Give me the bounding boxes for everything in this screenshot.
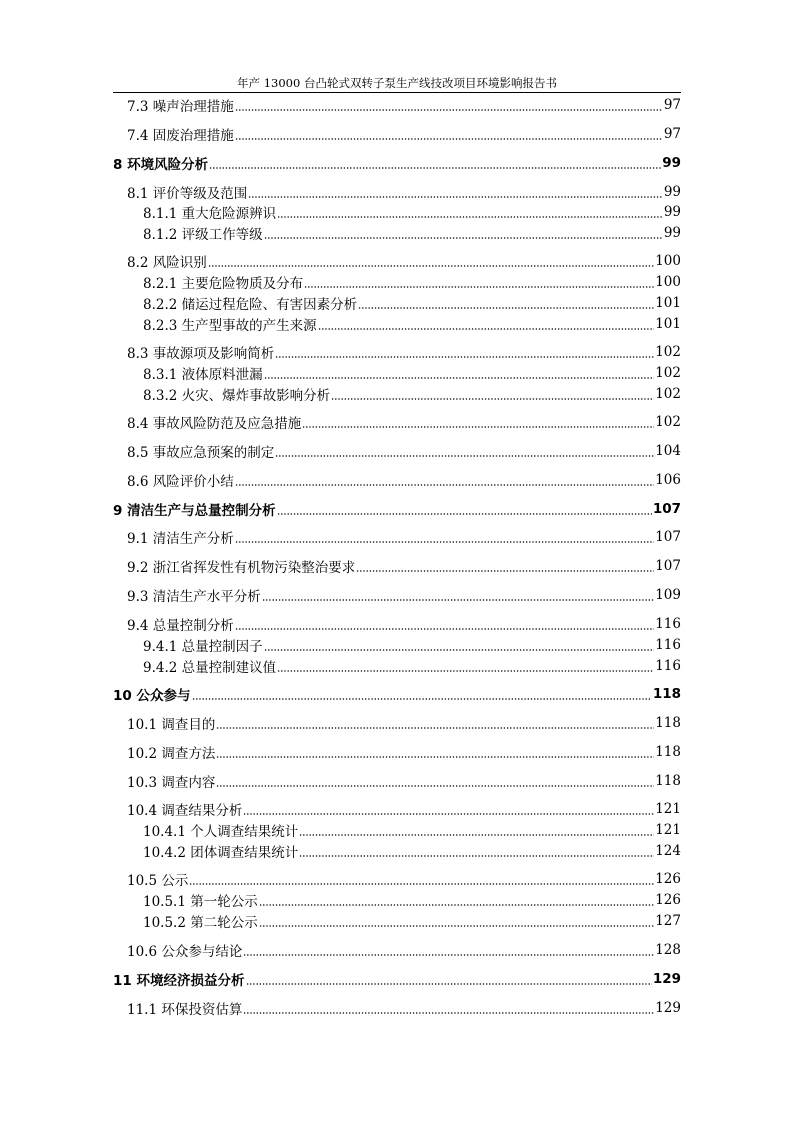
toc-entry-page: 106 bbox=[655, 472, 681, 488]
dot-leader bbox=[356, 555, 654, 577]
toc-entry-label: 8.6 风险评价小结 bbox=[127, 474, 234, 490]
toc-entry[interactable] bbox=[113, 152, 681, 174]
dot-leader bbox=[302, 411, 654, 433]
toc-entry[interactable] bbox=[113, 741, 681, 763]
toc-entry[interactable] bbox=[113, 819, 681, 841]
toc-entry-label: 9 清洁生产与总量控制分析 bbox=[113, 503, 276, 519]
toc-entry[interactable] bbox=[113, 383, 681, 405]
toc-entry-page: 127 bbox=[655, 913, 681, 929]
toc-entry[interactable] bbox=[113, 968, 681, 990]
toc-entry-page: 107 bbox=[655, 529, 681, 545]
toc-entry[interactable] bbox=[113, 910, 681, 932]
toc-entry[interactable] bbox=[113, 868, 681, 890]
toc-entry-page: 101 bbox=[655, 295, 681, 311]
toc-entry-label: 8.2 风险识别 bbox=[127, 255, 207, 271]
toc-entry-label: 9.3 清洁生产水平分析 bbox=[127, 589, 261, 605]
dot-leader bbox=[277, 655, 654, 677]
toc-entry[interactable] bbox=[113, 770, 681, 792]
toc-entry[interactable] bbox=[113, 201, 681, 223]
toc-entry-page: 97 bbox=[663, 126, 681, 142]
toc-entry[interactable] bbox=[113, 250, 681, 272]
dot-leader bbox=[235, 94, 663, 116]
toc-entry-label: 10.4.1 个人调查结果统计 bbox=[143, 824, 299, 840]
toc-entry[interactable] bbox=[113, 362, 681, 384]
dot-leader bbox=[192, 683, 652, 705]
toc-entry-page: 99 bbox=[663, 225, 681, 241]
toc-entry[interactable] bbox=[113, 313, 681, 335]
toc-entry-page: 109 bbox=[655, 587, 681, 603]
toc-entry[interactable] bbox=[113, 613, 681, 635]
toc-entry-label: 10.3 调查内容 bbox=[127, 775, 216, 791]
toc-entry[interactable] bbox=[113, 440, 681, 462]
toc-entry-page: 100 bbox=[655, 253, 681, 269]
toc-entry[interactable] bbox=[113, 939, 681, 961]
toc-entry-label: 8 环境风险分析 bbox=[113, 157, 209, 173]
toc-entry[interactable] bbox=[113, 181, 681, 203]
dot-leader bbox=[264, 362, 655, 384]
toc-entry-label: 10.5.2 第二轮公示 bbox=[143, 915, 258, 931]
dot-leader bbox=[264, 222, 663, 244]
dot-leader bbox=[275, 440, 654, 462]
dot-leader bbox=[259, 910, 654, 932]
toc-entry-label: 10 公众参与 bbox=[113, 688, 191, 704]
toc-entry-page: 99 bbox=[663, 184, 681, 200]
dot-leader bbox=[262, 584, 654, 606]
toc-entry-page: 124 bbox=[655, 843, 681, 859]
toc-entry-page: 129 bbox=[655, 1000, 681, 1016]
toc-entry-label: 8.2.2 储运过程危险、有害因素分析 bbox=[143, 297, 358, 313]
dot-leader bbox=[243, 939, 654, 961]
toc-entry[interactable] bbox=[113, 997, 681, 1019]
toc-entry[interactable] bbox=[113, 840, 681, 862]
dot-leader bbox=[235, 469, 654, 491]
dot-leader bbox=[246, 968, 652, 990]
toc-entry-label: 8.5 事故应急预案的制定 bbox=[127, 445, 275, 461]
toc-entry-label: 9.2 浙江省挥发性有机物污染整治要求 bbox=[127, 560, 356, 576]
toc-entry-page: 102 bbox=[655, 365, 681, 381]
toc-entry-label: 8.2.1 主要危险物质及分布 bbox=[143, 276, 304, 292]
dot-leader bbox=[216, 712, 654, 734]
toc-entry-label: 8.1.1 重大危险源辨识 bbox=[143, 206, 277, 222]
toc-entry-label: 7.3 噪声治理措施 bbox=[127, 99, 234, 115]
toc-entry-label: 11.1 环保投资估算 bbox=[127, 1002, 243, 1018]
toc-entry-label: 9.4.1 总量控制因子 bbox=[143, 639, 263, 655]
toc-entry-label: 8.3.1 液体原料泄漏 bbox=[143, 367, 263, 383]
dot-leader bbox=[299, 840, 654, 862]
dot-leader bbox=[331, 383, 654, 405]
toc-entry[interactable] bbox=[113, 555, 681, 577]
dot-leader bbox=[216, 770, 654, 792]
toc-entry-page: 126 bbox=[655, 892, 681, 908]
toc-entry-page: 107 bbox=[655, 558, 681, 574]
toc-entry-label: 8.3.2 火灾、爆炸事故影响分析 bbox=[143, 388, 331, 404]
toc-entry-page: 102 bbox=[655, 414, 681, 430]
toc-entry-page: 116 bbox=[655, 637, 681, 653]
toc-entry[interactable] bbox=[113, 526, 681, 548]
toc-entry[interactable] bbox=[113, 798, 681, 820]
toc-entry-page: 99 bbox=[663, 204, 681, 220]
toc-entry-page: 118 bbox=[655, 715, 681, 731]
toc-entry-label: 10.1 调查目的 bbox=[127, 717, 216, 733]
dot-leader bbox=[209, 152, 661, 174]
dot-leader bbox=[235, 123, 663, 145]
toc-entry[interactable] bbox=[113, 889, 681, 911]
dot-leader bbox=[235, 613, 654, 635]
dot-leader bbox=[299, 819, 654, 841]
toc-entry-label: 10.5 公示 bbox=[127, 873, 189, 889]
toc-entry-label: 10.4 调查结果分析 bbox=[127, 803, 243, 819]
toc-entry-label: 8.3 事故源项及影响简析 bbox=[127, 346, 275, 362]
dot-leader bbox=[243, 997, 654, 1019]
toc-entry[interactable] bbox=[113, 292, 681, 314]
toc-entry[interactable] bbox=[113, 712, 681, 734]
toc-entry-page: 102 bbox=[655, 344, 681, 360]
dot-leader bbox=[189, 868, 654, 890]
toc-entry[interactable] bbox=[113, 411, 681, 433]
toc-entry-page: 121 bbox=[655, 822, 681, 838]
toc-entry-page: 99 bbox=[662, 155, 681, 171]
dot-leader bbox=[243, 798, 654, 820]
toc-entry-page: 101 bbox=[655, 316, 681, 332]
running-header: 年产 13000 台凸轮式双转子泵生产线技改项目环境影响报告书 bbox=[113, 76, 681, 93]
toc-entry-label: 10.5.1 第一轮公示 bbox=[143, 894, 258, 910]
toc-entry-label: 7.4 固废治理措施 bbox=[127, 128, 234, 144]
toc-entry-label: 9.4 总量控制分析 bbox=[127, 618, 234, 634]
toc-entry-page: 126 bbox=[655, 871, 681, 887]
toc-entry-page: 118 bbox=[655, 773, 681, 789]
toc-entry-label: 8.2.3 生产型事故的产生来源 bbox=[143, 318, 317, 334]
toc-entry-label: 9.1 清洁生产分析 bbox=[127, 531, 234, 547]
toc-entry[interactable] bbox=[113, 469, 681, 491]
toc-entry-label: 11 环境经济损益分析 bbox=[113, 973, 245, 989]
toc-entry-label: 8.4 事故风险防范及应急措施 bbox=[127, 416, 302, 432]
toc-entry[interactable] bbox=[113, 94, 681, 116]
dot-leader bbox=[358, 292, 654, 314]
toc-entry-page: 100 bbox=[655, 274, 681, 290]
dot-leader bbox=[259, 889, 654, 911]
dot-leader bbox=[216, 741, 654, 763]
toc-entry-label: 8.1 评价等级及范围 bbox=[127, 186, 248, 202]
dot-leader bbox=[318, 313, 655, 335]
toc-entry[interactable] bbox=[113, 655, 681, 677]
dot-leader bbox=[304, 271, 654, 293]
toc-entry-label: 8.1.2 评级工作等级 bbox=[143, 227, 263, 243]
toc-entry-page: 97 bbox=[663, 97, 681, 113]
toc-entry-page: 128 bbox=[655, 942, 681, 958]
dot-leader bbox=[235, 526, 654, 548]
dot-leader bbox=[264, 634, 655, 656]
toc-entry[interactable] bbox=[113, 683, 681, 705]
dot-leader bbox=[277, 498, 652, 520]
toc-entry[interactable] bbox=[113, 271, 681, 293]
toc-entry-label: 10.4.2 团体调查结果统计 bbox=[143, 845, 299, 861]
toc-entry-page: 118 bbox=[655, 744, 681, 760]
dot-leader bbox=[277, 201, 663, 223]
toc-entry[interactable] bbox=[113, 123, 681, 145]
toc-entry-page: 116 bbox=[655, 658, 681, 674]
dot-leader bbox=[248, 181, 663, 203]
toc-entry[interactable] bbox=[113, 634, 681, 656]
toc-entry[interactable] bbox=[113, 498, 681, 520]
toc-entry-page: 116 bbox=[655, 616, 681, 632]
toc-entry-page: 102 bbox=[655, 386, 681, 402]
toc-entry[interactable] bbox=[113, 584, 681, 606]
toc-entry-page: 107 bbox=[652, 501, 681, 517]
toc-entry-page: 129 bbox=[652, 971, 681, 987]
dot-leader bbox=[275, 341, 654, 363]
toc-entry[interactable] bbox=[113, 222, 681, 244]
toc-entry-label: 10.2 调查方法 bbox=[127, 746, 216, 762]
toc-entry-page: 118 bbox=[652, 686, 681, 702]
toc-entry[interactable] bbox=[113, 341, 681, 363]
toc-entry-page: 121 bbox=[655, 801, 681, 817]
toc-entry-page: 104 bbox=[655, 443, 681, 459]
dot-leader bbox=[208, 250, 654, 272]
toc-entry-label: 10.6 公众参与结论 bbox=[127, 944, 243, 960]
toc-entry-label: 9.4.2 总量控制建议值 bbox=[143, 660, 277, 676]
